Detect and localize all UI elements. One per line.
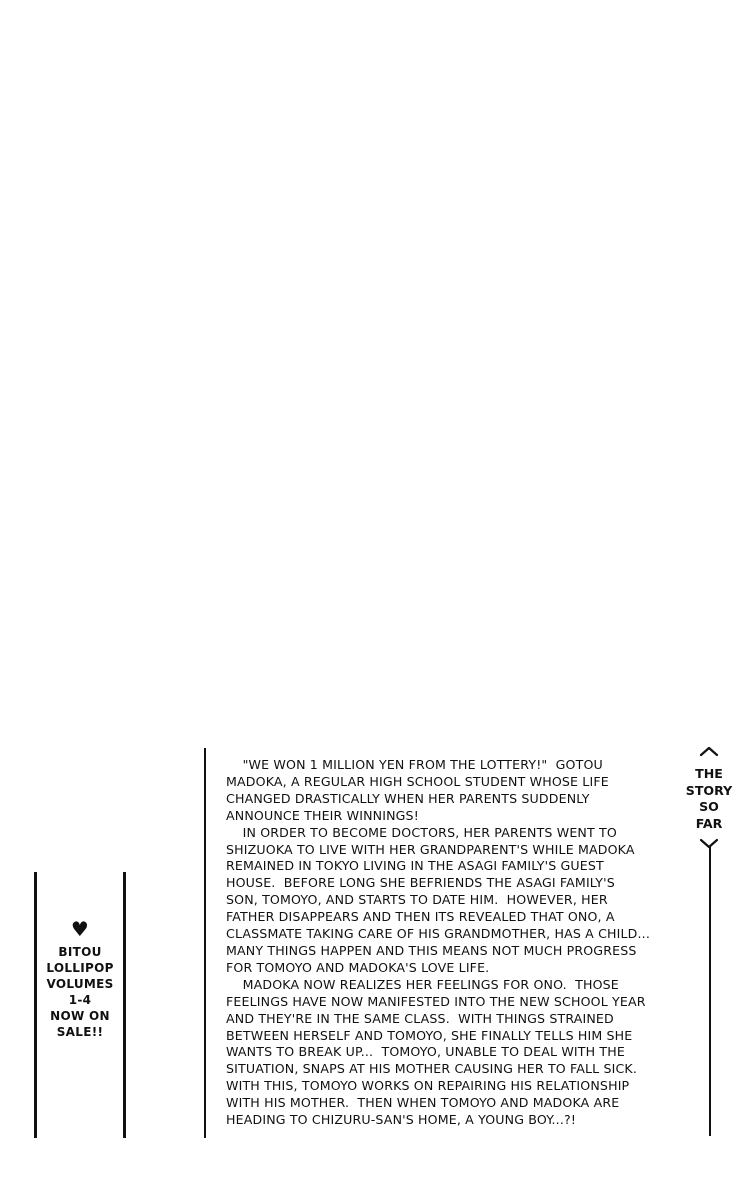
side-note-line: 1-4 — [68, 993, 92, 1007]
side-note-line: SALE!! — [56, 1025, 104, 1039]
story-line: CHANGED DRASTICALLY WHEN HER PARENTS SUDDENLY — [226, 790, 590, 806]
story-line: FEELINGS HAVE NOW MANIFESTED INTO THE NEW SCHOOL YEAR — [226, 993, 646, 1009]
story-line: BETWEEN HERSELF AND TOMOYO, SHE FINALLY TELLS HIM SHE — [226, 1027, 633, 1043]
story-title-line: STORY — [685, 782, 733, 798]
story-line: SON, TOMOYO, AND STARTS TO DATE HIM. HOWEVER, HER — [226, 892, 608, 908]
story-line: ANNOUNCE THEIR WINNINGS! — [226, 807, 419, 823]
story-line: SHIZUOKA TO LIVE WITH HER GRANDPARENT'S WHILE MADOKA — [226, 841, 635, 857]
story-line: HOUSE. BEFORE LONG SHE BEFRIENDS THE ASAGI FAMILY'S — [226, 875, 615, 891]
side-note-line: LOLLIPOP — [46, 961, 114, 975]
story-title-line: FAR — [695, 815, 723, 831]
story-line: FOR TOMOYO AND MADOKA'S LOVE LIFE. — [226, 959, 490, 975]
story-left-rule — [204, 748, 206, 1138]
story-line: WANTS TO BREAK UP... TOMOYO, UNABLE TO DEAL WITH THE — [226, 1044, 625, 1060]
story-line: MADOKA NOW REALIZES HER FEELINGS FOR ONO. THOSE — [226, 976, 619, 992]
side-note — [40, 918, 120, 1040]
side-note-line: VOLUMES — [46, 977, 114, 991]
story-line: MANY THINGS HAPPEN AND THIS MEANS NOT MUCH PROGRESS — [226, 942, 637, 958]
story-summary — [226, 757, 696, 1129]
story-line: SITUATION, SNAPS AT HIS MOTHER CAUSING HER TO FALL SICK. — [226, 1061, 637, 1077]
story-right-rule — [709, 846, 711, 1136]
story-so-far-label — [680, 766, 738, 832]
story-line: REMAINED IN TOKYO LIVING IN THE ASAGI FAMILY'S GUEST — [226, 858, 604, 874]
side-note-line: NOW ON — [50, 1009, 110, 1023]
heart-icon: ♥ — [70, 917, 90, 941]
side-note-right-rule — [123, 872, 126, 1138]
story-line: "WE WON 1 MILLION YEN FROM THE LOTTERY!" GOTOU — [226, 757, 603, 772]
story-line: WITH THIS, TOMOYO WORKS ON REPAIRING HIS RELATIONSHIP — [226, 1078, 630, 1094]
story-title-line: THE — [695, 766, 723, 781]
story-line: CLASSMATE TAKING CARE OF HIS GRANDMOTHER, HAS A CHILD... — [226, 926, 650, 942]
side-note-line: BITOU — [58, 945, 102, 959]
story-line: WITH HIS MOTHER. THEN WHEN TOMOYO AND MADOKA ARE — [226, 1095, 620, 1111]
side-note-left-rule — [34, 872, 37, 1138]
story-line: FATHER DISAPPEARS AND THEN ITS REVEALED THAT ONO, A — [226, 909, 615, 925]
story-line: MADOKA, A REGULAR HIGH SCHOOL STUDENT WHOSE LIFE — [226, 773, 609, 789]
story-line: IN ORDER TO BECOME DOCTORS, HER PARENTS WENT TO — [226, 824, 617, 840]
story-line: AND THEY'RE IN THE SAME CLASS. WITH THINGS STRAINED — [226, 1010, 614, 1026]
caret-up-icon — [699, 745, 719, 757]
story-line: HEADING TO CHIZURU-SAN'S HOME, A YOUNG BOY...?! — [226, 1112, 577, 1128]
story-title-line: SO — [699, 799, 719, 814]
